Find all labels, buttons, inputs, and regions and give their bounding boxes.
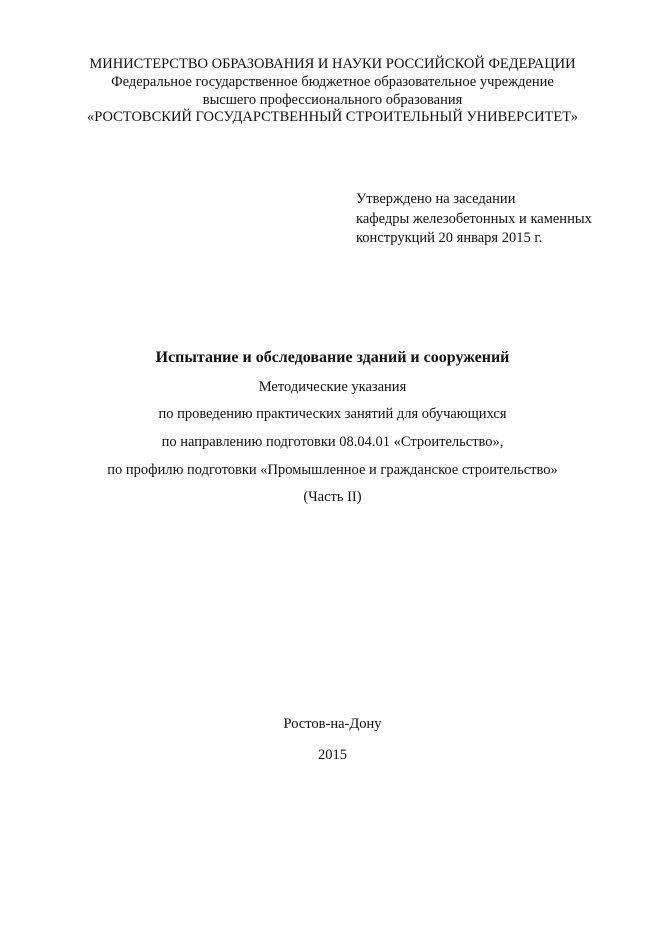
document-subtitle: Методические указания bbox=[258, 379, 407, 395]
approval-line-2: кафедры железобетонных и каменных bbox=[356, 211, 592, 227]
ministry-heading: МИНИСТЕРСТВО ОБРАЗОВАНИЯ И НАУКИ РОССИЙСКОЙ ФЕДЕРАЦИИ bbox=[89, 56, 576, 72]
description-line-2: по направлению подготовки 08.04.01 «Строительство», bbox=[161, 434, 504, 450]
city-label: Ростов-на-Дону bbox=[283, 716, 382, 732]
description-line-3: по профилю подготовки «Промышленное и гражданское строительство» bbox=[107, 462, 558, 478]
university-name: «РОСТОВСКИЙ ГОСУДАРСТВЕННЫЙ СТРОИТЕЛЬНЫЙ УНИВЕРСИТЕТ» bbox=[86, 109, 578, 125]
year-label: 2015 bbox=[318, 747, 347, 763]
description-line-1: по проведению практических занятий для обучающихся bbox=[158, 406, 507, 422]
approval-line-3: конструкций 20 января 2015 г. bbox=[356, 230, 543, 246]
document-title: Испытание и обследование зданий и сооружений bbox=[155, 349, 510, 366]
part-label: (Часть II) bbox=[303, 489, 362, 505]
institution-line-1: Федеральное государственное бюджетное образовательное учреждение bbox=[111, 74, 554, 90]
institution-line-2: высшего профессионального образования bbox=[202, 92, 463, 108]
approval-line-1: Утверждено на заседании bbox=[356, 191, 516, 207]
